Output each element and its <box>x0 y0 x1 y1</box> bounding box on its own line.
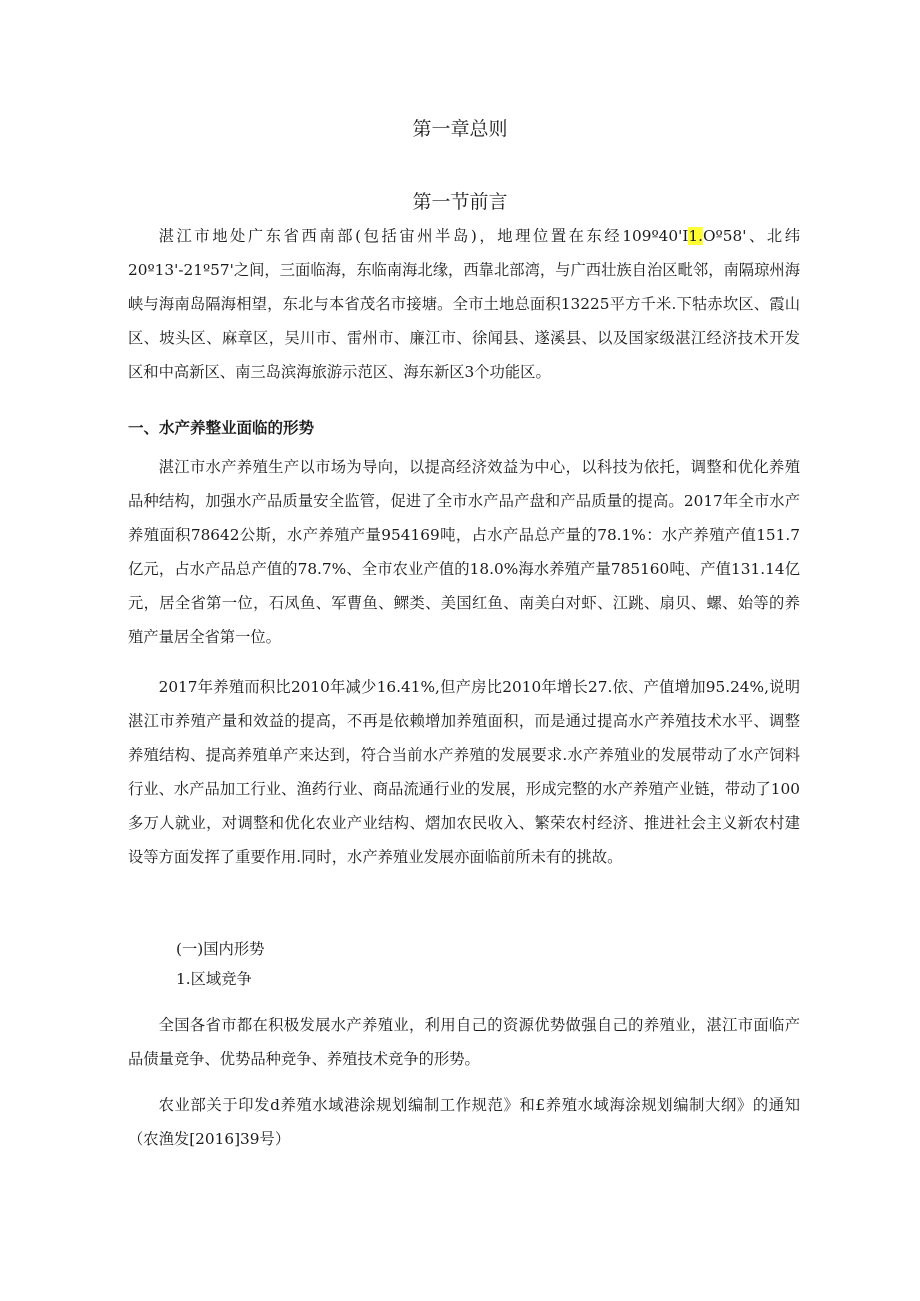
subheading-regional-competition: 1.区域竞争 <box>176 970 252 988</box>
intro-text-before-mark: 湛江市地处广东省西南部(包括宙州半岛)，地理位置在东经109º40'I <box>158 227 689 245</box>
intro-paragraph <box>128 219 800 389</box>
section-title: 第一节前言 <box>412 191 508 213</box>
paragraph-competition: 全国各省市都在积极发展水产养殖业，利用自己的资源优势做强自己的养殖业，湛江市面临产品债量竞争、优势品种竞争、养殖技术竞争的形势。 <box>128 1016 800 1068</box>
subheading-domestic-situation: (一)国内形势 <box>176 940 265 958</box>
highlighted-text: 1. <box>688 227 703 245</box>
chapter-title: 第一章总则 <box>412 118 508 140</box>
heading-situation: 一、水产养整业面临的形势 <box>128 419 315 437</box>
paragraph-aquaculture-production: 湛江市水产养殖生产以市场为导向，以提高经济效益为中心，以科技为依托，调整和优化养殖品种结构，加强水产品质量安全监管，促进了全市水产品产盘和产品质量的提高。2017年全市水产养殖面积78642公斯，水产养殖产量954169吨，占水产品总产量的78.1%：水产养殖产值151.7亿元，占水产品总产值的78.7%、全市农业产值的18.0%海水养殖产量785160吨、产值131.14亿元，居全省第一位，石凤鱼、军曹鱼、鳏类、美国红鱼、南美白对虾、江跳、扇贝、螺、始等的养殖产量居全省第一位。 <box>128 458 800 646</box>
paragraph-ministry-notice: 农业部关于印发d养殖水域港涂规划编制工作规范》和£养殖水域海涂规划编制大纲》的通知（农渔发[2016]39号） <box>128 1096 800 1148</box>
intro-text-after-mark: Oº58'、北纬20º13'-21º57'之间，三面临海，东临南海北缘，西靠北部湾，与广西壮族自治区毗邻，南隔琼州海峡与海南岛隔海相望，东北与本省茂名市接塘。全市土地总面积13225平方千米.下牯赤坎区、霞山区、坡头区、麻章区，吴川市、雷州市、廉江市、徐闻县、遂溪县、以及国家级湛江经济技术开发区和中高新区、南三岛滨海旅游示范区、海东新区3个功能区。 <box>128 227 800 381</box>
paragraph-area-comparison: 2017年养殖而积比2010年减少16.41%,但产房比2010年增长27.依、产值增加95.24%,说明湛江市养殖产量和效益的提高，不再是依赖增加养殖面积，而是通过提高水产养殖技术水平、调整养殖结构、提高养殖单产来达到，符合当前水产养殖的发展要求.水产养殖业的发展带动了水产饲料行业、水产品加工行业、渔药行业、商品流通行业的发展，形成完整的水产养殖产业链，带动了100多万人就业，对调整和优化农业产业结构、熠加农民收入、繁荣农村经济、推进社会主义新农村建设等方面发挥了重要作用.同时，水产养殖业发展亦面临前所未有的挑故。 <box>128 678 800 866</box>
